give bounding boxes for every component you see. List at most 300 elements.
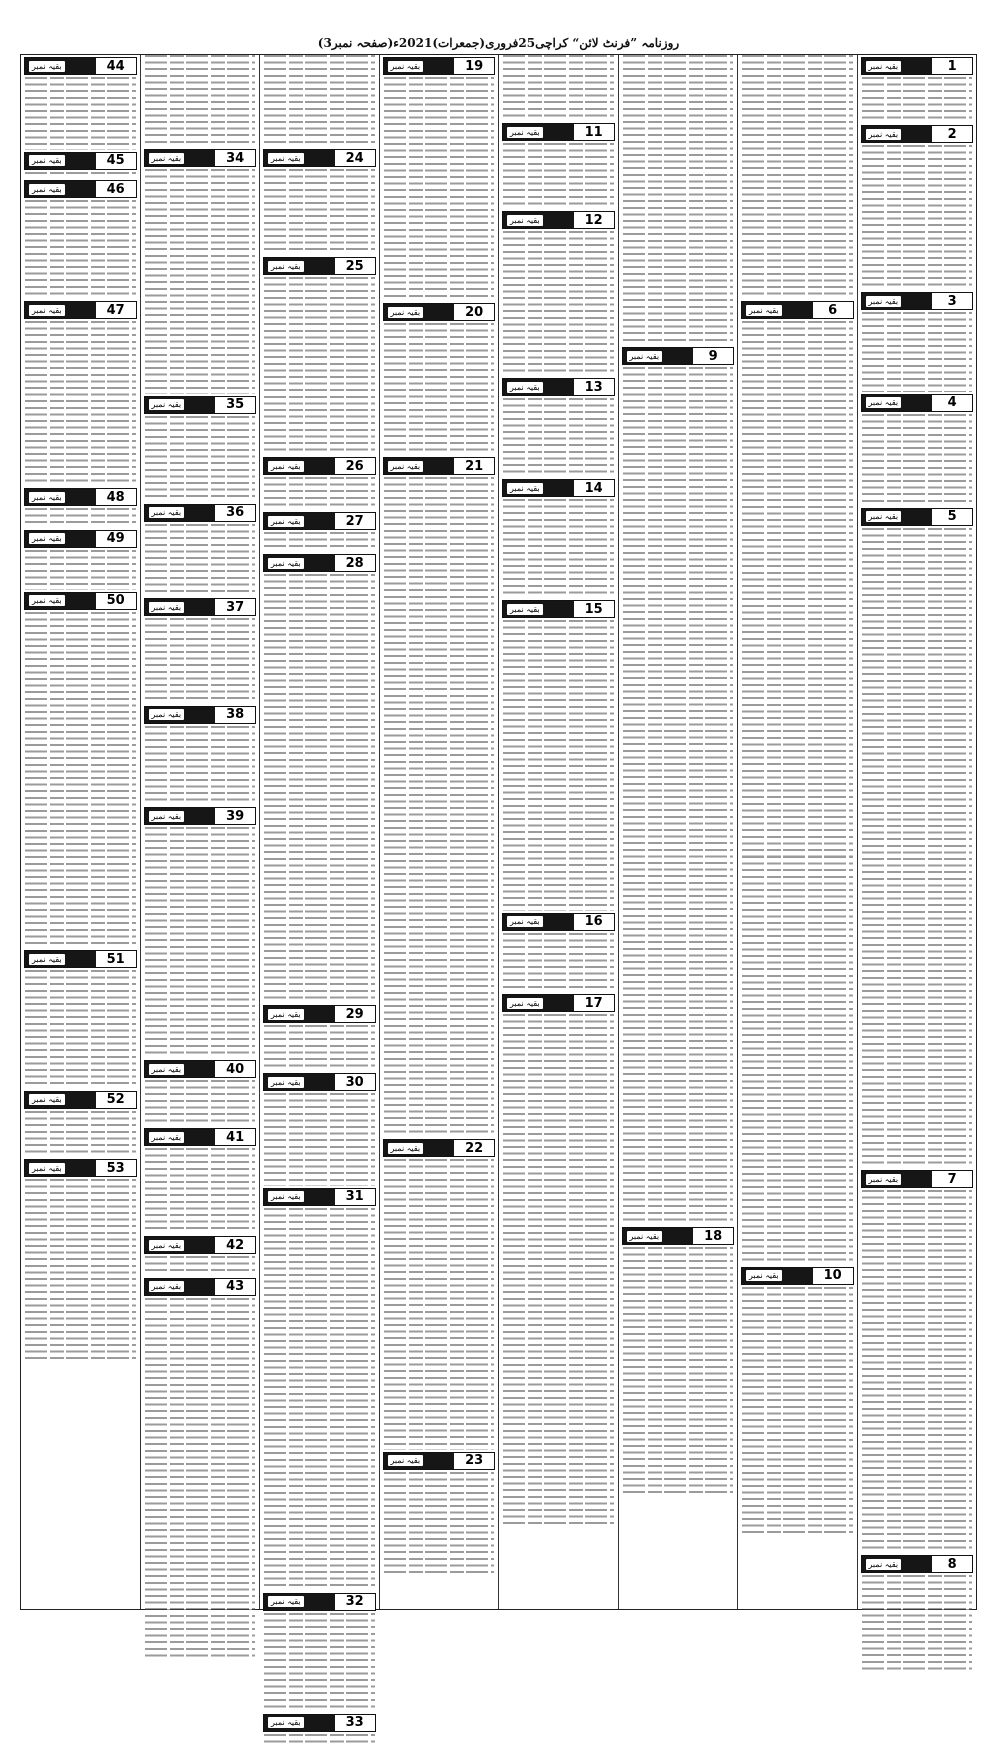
continuation-item xyxy=(21,592,140,949)
item-number: 7 xyxy=(947,1171,957,1187)
continuation-item xyxy=(21,1159,140,1364)
continuation-item xyxy=(260,1714,379,1747)
item-label-bar xyxy=(25,1160,96,1176)
continuation-item xyxy=(858,1170,977,1553)
item-label-bar xyxy=(384,58,455,74)
item-label-bar xyxy=(264,1594,335,1610)
item-number: 37 xyxy=(226,599,245,615)
item-number: 44 xyxy=(106,58,125,74)
item-label-bar xyxy=(25,531,96,547)
item-text-block xyxy=(384,477,495,1137)
column-3 xyxy=(618,55,738,1609)
item-header xyxy=(263,457,376,475)
continuation-item xyxy=(21,488,140,528)
continuation-item xyxy=(858,57,977,123)
item-text-block xyxy=(264,574,375,1003)
item-header xyxy=(383,1139,496,1157)
item-number: 25 xyxy=(345,258,364,274)
continuation-item xyxy=(260,1005,379,1071)
item-header xyxy=(263,1188,376,1206)
item-label: بقیہ نمبر xyxy=(866,129,902,140)
item-text-block xyxy=(145,1148,256,1234)
item-number: 49 xyxy=(106,531,125,547)
item-header xyxy=(741,301,854,319)
continuation-item xyxy=(21,57,140,150)
continuation-item xyxy=(499,211,618,376)
item-label: بقیہ نمبر xyxy=(149,709,185,720)
item-header xyxy=(502,378,615,396)
item-number: 27 xyxy=(345,513,364,529)
item-number: 52 xyxy=(106,1092,125,1108)
item-text-block xyxy=(503,620,614,910)
item-number: 18 xyxy=(704,1228,723,1244)
item-text-block xyxy=(145,524,256,597)
item-number: 11 xyxy=(584,124,603,140)
continuation-item xyxy=(141,1060,260,1126)
item-label-bar xyxy=(25,58,96,74)
item-label-bar xyxy=(503,124,574,140)
item-label: بقیہ نمبر xyxy=(507,998,543,1009)
item-label: بقیہ نمبر xyxy=(866,296,902,307)
continuation-item xyxy=(380,457,499,1137)
item-number: 12 xyxy=(584,212,603,228)
item-text-block xyxy=(384,323,495,455)
column-7 xyxy=(140,55,260,1609)
item-header xyxy=(144,504,257,522)
columns xyxy=(21,55,976,1731)
item-number: 47 xyxy=(106,302,125,318)
item-label: بقیہ نمبر xyxy=(29,155,65,166)
item-number: 39 xyxy=(226,808,245,824)
item-label-bar xyxy=(503,995,574,1011)
continuation-item xyxy=(141,706,260,805)
item-label-bar xyxy=(862,509,933,525)
item-label: بقیہ نمبر xyxy=(627,1231,663,1242)
item-label: بقیہ نمبر xyxy=(388,61,424,72)
item-text-block xyxy=(503,398,614,477)
item-label-bar xyxy=(145,808,216,824)
item-text-block xyxy=(264,1025,375,1071)
continuation-item xyxy=(499,913,618,992)
item-label: بقیہ نمبر xyxy=(29,1163,65,1174)
item-header xyxy=(24,301,137,319)
item-label: بقیہ نمبر xyxy=(866,511,902,522)
item-label: بقیہ نمبر xyxy=(507,382,543,393)
continuation-item xyxy=(858,292,977,391)
item-label-bar xyxy=(145,599,216,615)
item-label-bar xyxy=(503,379,574,395)
masthead: روزنامہ ”فرنٹ لائن“ کراچی25فروری(جمعرات)2021ء(صفحہ نمبر3) xyxy=(317,36,680,50)
continuation-item xyxy=(380,303,499,455)
item-text-block xyxy=(742,856,853,1265)
item-label-bar xyxy=(145,505,216,521)
item-label-bar xyxy=(862,395,933,411)
item-text-block xyxy=(503,1014,614,1529)
continuation-item xyxy=(260,554,379,1003)
continuation-item xyxy=(499,600,618,910)
column-4 xyxy=(498,55,618,1609)
item-header xyxy=(861,292,974,310)
item-label-bar xyxy=(862,293,933,309)
item-label: بقیہ نمبر xyxy=(268,1717,304,1728)
item-text-block xyxy=(25,508,136,528)
item-text-block xyxy=(264,477,375,510)
item-label-bar xyxy=(25,153,96,169)
item-text-block xyxy=(623,367,734,1225)
item-label: بقیہ نمبر xyxy=(29,954,65,965)
item-label-bar xyxy=(742,302,813,318)
item-text-block xyxy=(145,827,256,1058)
item-header xyxy=(144,149,257,167)
item-text-block xyxy=(264,169,375,255)
item-text-block xyxy=(742,1287,853,1538)
item-text-block xyxy=(145,1298,256,1661)
item-header xyxy=(144,1278,257,1296)
item-number: 43 xyxy=(226,1279,245,1295)
continuation-item xyxy=(499,479,618,598)
item-header xyxy=(24,152,137,170)
item-text-block xyxy=(145,416,256,502)
item-header xyxy=(144,706,257,724)
column-8 xyxy=(21,55,140,1609)
item-text-block xyxy=(742,55,853,299)
item-label: بقیہ نمبر xyxy=(507,215,543,226)
item-header xyxy=(263,554,376,572)
item-label: بقیہ نمبر xyxy=(268,261,304,272)
item-label: بقیہ نمبر xyxy=(29,533,65,544)
continuation-item xyxy=(141,396,260,502)
item-label: بقیہ نمبر xyxy=(866,397,902,408)
item-label-bar xyxy=(264,1006,335,1022)
continuation-item xyxy=(260,512,379,552)
item-header xyxy=(502,123,615,141)
item-label-bar xyxy=(862,126,933,142)
item-number: 45 xyxy=(106,153,125,169)
continuation-item xyxy=(619,55,738,345)
continuation-item xyxy=(738,301,857,856)
item-label: بقیہ نمبر xyxy=(866,61,902,72)
item-label: بقیہ نمبر xyxy=(268,1009,304,1020)
item-number: 34 xyxy=(226,150,245,166)
item-header xyxy=(383,1452,496,1470)
item-number: 2 xyxy=(947,126,957,142)
item-label-bar xyxy=(145,1061,216,1077)
item-text-block xyxy=(145,726,256,805)
item-header xyxy=(263,257,376,275)
item-header xyxy=(861,125,974,143)
item-header xyxy=(861,57,974,75)
item-header xyxy=(263,1005,376,1023)
continuation-item xyxy=(21,950,140,1089)
item-number: 9 xyxy=(708,348,718,364)
item-text-block xyxy=(862,312,973,391)
item-number: 40 xyxy=(226,1061,245,1077)
continuation-item xyxy=(858,1555,977,1674)
item-label-bar xyxy=(503,914,574,930)
item-text-block xyxy=(264,1208,375,1591)
item-label-bar xyxy=(503,212,574,228)
item-label: بقیہ نمبر xyxy=(388,1143,424,1154)
continuation-item xyxy=(260,1593,379,1712)
item-number: 6 xyxy=(828,302,838,318)
item-number: 51 xyxy=(106,951,125,967)
item-header xyxy=(144,807,257,825)
item-label: بقیہ نمبر xyxy=(507,916,543,927)
column-5 xyxy=(379,55,499,1609)
item-number: 13 xyxy=(584,379,603,395)
item-text-block xyxy=(503,231,614,376)
item-label: بقیہ نمبر xyxy=(507,483,543,494)
continuation-item xyxy=(260,257,379,455)
item-label-bar xyxy=(264,150,335,166)
item-label: بقیہ نمبر xyxy=(29,61,65,72)
item-header xyxy=(383,457,496,475)
item-label-bar xyxy=(623,348,694,364)
item-number: 32 xyxy=(345,1594,364,1610)
continuation-item xyxy=(21,180,140,299)
item-header xyxy=(502,600,615,618)
item-number: 36 xyxy=(226,505,245,521)
item-label-bar xyxy=(145,707,216,723)
item-label-bar xyxy=(25,489,96,505)
item-text-block xyxy=(25,77,136,150)
item-text-block xyxy=(25,1179,136,1364)
item-text-block xyxy=(25,970,136,1089)
item-label-bar xyxy=(145,1129,216,1145)
item-label-bar xyxy=(264,1074,335,1090)
continuation-item xyxy=(260,149,379,255)
item-number: 30 xyxy=(345,1074,364,1090)
item-label: بقیہ نمبر xyxy=(149,1132,185,1143)
continuation-item xyxy=(21,1091,140,1157)
item-label: بقیہ نمبر xyxy=(268,558,304,569)
item-text-block xyxy=(862,414,973,506)
item-text-block xyxy=(862,1190,973,1553)
item-header xyxy=(263,512,376,530)
item-header xyxy=(24,1091,137,1109)
item-header xyxy=(741,1267,854,1285)
item-label-bar xyxy=(25,593,96,609)
item-header xyxy=(144,1060,257,1078)
item-label: بقیہ نمبر xyxy=(268,516,304,527)
item-label-bar xyxy=(25,1092,96,1108)
item-label: بقیہ نمبر xyxy=(149,153,185,164)
item-text-block xyxy=(384,77,495,301)
item-label: بقیہ نمبر xyxy=(29,492,65,503)
continuation-item xyxy=(499,378,618,477)
item-text-block xyxy=(862,145,973,290)
continuation-item xyxy=(499,123,618,209)
item-number: 17 xyxy=(584,995,603,1011)
item-label-bar xyxy=(264,458,335,474)
item-label: بقیہ نمبر xyxy=(627,351,663,362)
item-text-block xyxy=(145,1080,256,1126)
continuation-item xyxy=(380,57,499,301)
item-text-block xyxy=(503,55,614,121)
item-number: 10 xyxy=(823,1268,842,1284)
item-header xyxy=(502,994,615,1012)
item-label: بقیہ نمبر xyxy=(268,1077,304,1088)
item-text-block xyxy=(25,200,136,299)
item-number: 33 xyxy=(345,1715,364,1731)
item-text-block xyxy=(862,77,973,123)
item-number: 3 xyxy=(947,293,957,309)
item-text-block xyxy=(25,172,136,179)
item-text-block xyxy=(145,169,256,393)
item-number: 8 xyxy=(947,1556,957,1572)
item-number: 21 xyxy=(465,458,484,474)
continuation-item xyxy=(738,856,857,1265)
item-number: 46 xyxy=(106,181,125,197)
continuation-item xyxy=(141,598,260,704)
item-text-block xyxy=(264,1093,375,1185)
item-label: بقیہ نمبر xyxy=(388,1455,424,1466)
item-number: 29 xyxy=(345,1006,364,1022)
item-label-bar xyxy=(503,601,574,617)
item-header xyxy=(144,598,257,616)
item-label-bar xyxy=(264,258,335,274)
item-text-block xyxy=(503,499,614,598)
item-label-bar xyxy=(145,397,216,413)
item-label: بقیہ نمبر xyxy=(149,507,185,518)
continuation-item xyxy=(141,1236,260,1276)
continuation-item xyxy=(380,1452,499,1578)
item-header xyxy=(24,950,137,968)
item-header xyxy=(861,1170,974,1188)
item-label-bar xyxy=(145,1279,216,1295)
item-header xyxy=(502,479,615,497)
item-text-block xyxy=(264,1613,375,1712)
item-number: 28 xyxy=(345,555,364,571)
item-header xyxy=(383,57,496,75)
item-label: بقیہ نمبر xyxy=(866,1174,902,1185)
continuation-item xyxy=(260,457,379,510)
item-label-bar xyxy=(742,1268,813,1284)
item-label: بقیہ نمبر xyxy=(507,604,543,615)
column-2 xyxy=(737,55,857,1609)
item-text-block xyxy=(503,143,614,209)
item-text-block xyxy=(25,321,136,486)
item-label: بقیہ نمبر xyxy=(29,595,65,606)
item-label: بقیہ نمبر xyxy=(149,399,185,410)
item-header xyxy=(861,1555,974,1573)
continuation-item xyxy=(260,1073,379,1185)
item-number: 41 xyxy=(226,1129,245,1145)
item-text-block xyxy=(264,1734,375,1747)
item-number: 22 xyxy=(465,1140,484,1156)
item-number: 42 xyxy=(226,1237,245,1253)
item-label-bar xyxy=(384,458,455,474)
item-label-bar xyxy=(503,480,574,496)
column-1 xyxy=(857,55,977,1609)
item-number: 24 xyxy=(345,150,364,166)
item-number: 48 xyxy=(106,489,125,505)
item-number: 4 xyxy=(947,395,957,411)
continuation-item xyxy=(738,55,857,299)
item-text-block xyxy=(384,1472,495,1578)
item-label: بقیہ نمبر xyxy=(388,461,424,472)
item-label-bar xyxy=(862,1171,933,1187)
content-frame xyxy=(20,54,977,1731)
item-label: بقیہ نمبر xyxy=(746,305,782,316)
item-number: 35 xyxy=(226,397,245,413)
item-label-bar xyxy=(25,302,96,318)
continuation-item xyxy=(380,1139,499,1449)
item-label: بقیہ نمبر xyxy=(29,184,65,195)
item-header xyxy=(861,508,974,526)
item-header xyxy=(144,1128,257,1146)
item-text-block xyxy=(623,1247,734,1498)
item-number: 14 xyxy=(584,480,603,496)
item-text-block xyxy=(25,612,136,949)
item-text-block xyxy=(25,1111,136,1157)
item-label: بقیہ نمبر xyxy=(149,1064,185,1075)
item-number: 31 xyxy=(345,1189,364,1205)
item-number: 19 xyxy=(465,58,484,74)
item-number: 15 xyxy=(584,601,603,617)
item-header xyxy=(24,180,137,198)
item-label-bar xyxy=(862,1556,933,1572)
continuation-item xyxy=(21,530,140,590)
item-label: بقیہ نمبر xyxy=(29,305,65,316)
item-label: بقیہ نمبر xyxy=(268,1191,304,1202)
item-header xyxy=(861,394,974,412)
item-header xyxy=(622,1227,735,1245)
item-label: بقیہ نمبر xyxy=(268,461,304,472)
item-header xyxy=(24,530,137,548)
item-label: بقیہ نمبر xyxy=(746,1270,782,1281)
continuation-item xyxy=(141,1278,260,1661)
item-label: بقیہ نمبر xyxy=(388,307,424,318)
item-header xyxy=(502,211,615,229)
item-label: بقیہ نمبر xyxy=(149,602,185,613)
item-label-bar xyxy=(145,1237,216,1253)
item-text-block xyxy=(25,550,136,590)
item-text-block xyxy=(264,277,375,455)
continuation-item xyxy=(260,55,379,147)
item-label: بقیہ نمبر xyxy=(149,1281,185,1292)
continuation-item xyxy=(858,394,977,506)
continuation-item xyxy=(141,1128,260,1234)
continuation-item xyxy=(21,301,140,486)
item-header xyxy=(622,347,735,365)
item-label-bar xyxy=(264,555,335,571)
continuation-item xyxy=(141,149,260,393)
item-text-block xyxy=(264,55,375,147)
item-header xyxy=(263,1593,376,1611)
item-text-block xyxy=(862,528,973,1168)
item-header xyxy=(144,1236,257,1254)
item-number: 23 xyxy=(465,1453,484,1469)
item-number: 38 xyxy=(226,707,245,723)
item-text-block xyxy=(742,321,853,856)
item-text-block xyxy=(623,55,734,345)
item-label-bar xyxy=(384,1453,455,1469)
item-header xyxy=(144,396,257,414)
continuation-item xyxy=(141,55,260,147)
column-6 xyxy=(259,55,379,1731)
continuation-item xyxy=(619,1227,738,1498)
item-text-block xyxy=(145,55,256,147)
continuation-item xyxy=(260,1188,379,1591)
item-number: 50 xyxy=(106,593,125,609)
item-header xyxy=(24,57,137,75)
item-header xyxy=(263,149,376,167)
item-label: بقیہ نمبر xyxy=(268,153,304,164)
item-header xyxy=(263,1714,376,1732)
item-label-bar xyxy=(25,951,96,967)
item-header xyxy=(502,913,615,931)
